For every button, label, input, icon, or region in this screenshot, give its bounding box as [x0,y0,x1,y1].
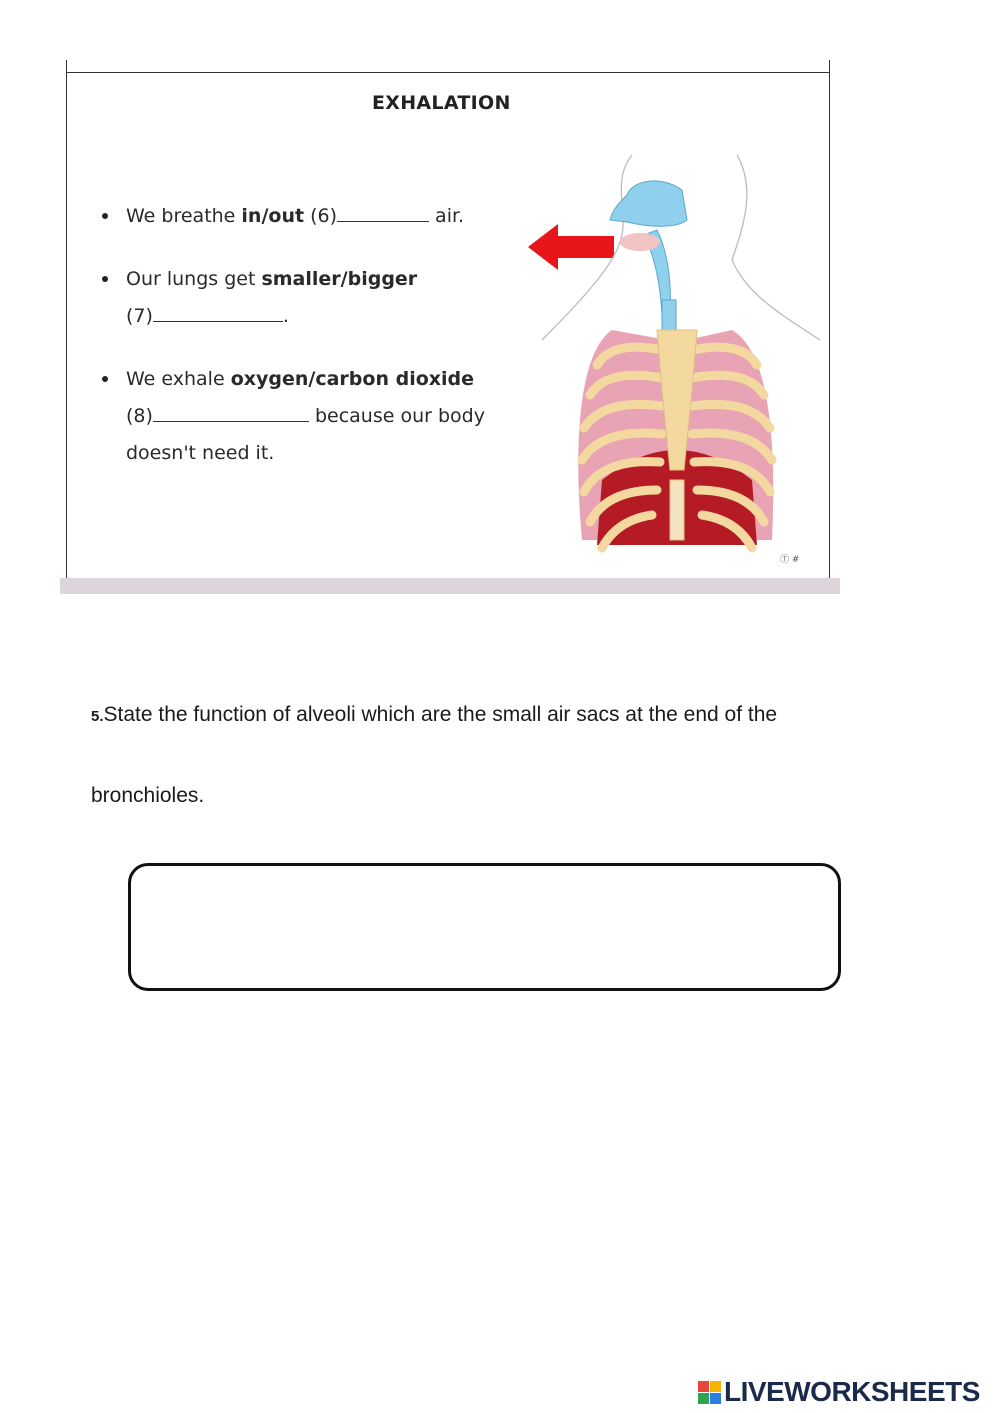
exhalation-title: EXHALATION [372,92,511,114]
question-number: 5. [91,708,104,725]
card-bottom-bar [60,578,840,594]
bullet-lungs: Our lungs get smaller/bigger (7) . [100,261,530,335]
liveworksheets-logo [698,1376,980,1408]
bullet-exhale: We exhale oxygen/carbon dioxide (8) because our body doesn't need it. [100,361,530,472]
question-line-2: bronchioles. [91,784,205,807]
diagram-credit: Ⓣ # [780,555,800,565]
logo-text: LIVEWORKSHEETS [724,1376,980,1407]
question-line-1: 5.State the function of alveoli which are the small air sacs at the end of the [91,703,778,726]
respiratory-system-diagram [532,150,822,575]
card-top-border [66,72,829,73]
answer-textbox[interactable] [128,863,841,991]
bullet-breathe: We breathe in/out (6) air. [100,198,530,235]
blank-8[interactable] [153,402,309,422]
blank-7[interactable] [153,302,283,322]
logo-squares-icon [698,1381,721,1404]
blank-6[interactable] [337,202,429,222]
exhalation-bullets [100,198,530,498]
